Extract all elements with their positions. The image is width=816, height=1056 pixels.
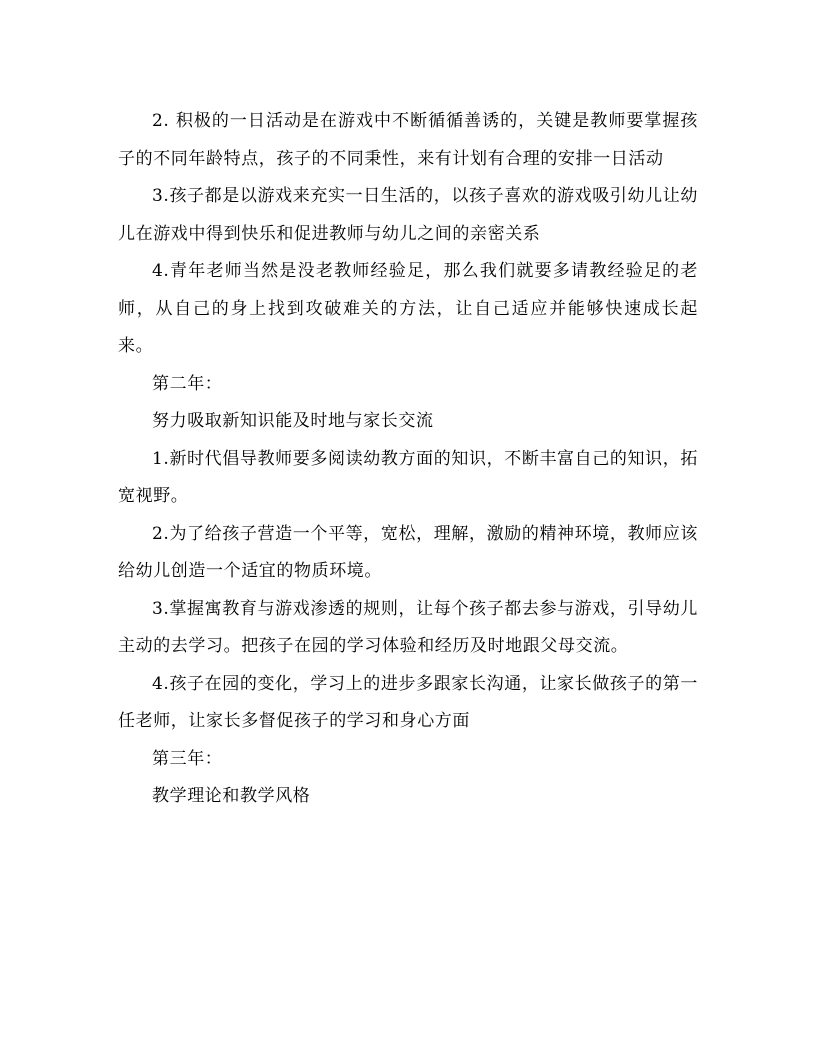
paragraph-young-teacher: 4.青年老师当然是没老教师经验足，那么我们就要多请教经验足的老师，从自己的身上找到攻破难关的方法，让自己适应并能够快速成长起来。 — [118, 261, 698, 356]
paragraph-game-rules: 3.掌握寓教育与游戏渗透的规则，让每个孩子都去参与游戏，引导幼儿主动的去学习。把孩子在园的学习体验和经历及时地跟父母交流。 — [118, 598, 698, 656]
paragraph-second-year-goal: 努力吸取新知识能及时地与家长交流 — [152, 411, 434, 431]
heading-second-year: 第二年： — [152, 373, 223, 394]
paragraph-reading-knowledge: 1.新时代倡导教师要多阅读幼教方面的知识，不断丰富自己的知识，拓宽视野。 — [118, 448, 698, 506]
heading-third-year: 第三年： — [152, 748, 223, 769]
paragraph-parent-communication: 4.孩子在园的变化，学习上的进步多跟家长沟通，让家长做孩子的第一任老师，让家长多督促孩子的学习和身心方面 — [118, 673, 698, 731]
document-body — [118, 103, 698, 816]
paragraph-activity-guidance: 2. 积极的一日活动是在游戏中不断循循善诱的，关键是教师要掌握孩子的不同年龄特点，孩子的不同秉性，来有计划有合理的安排一日活动 — [118, 111, 698, 169]
paragraph-environment: 2.为了给孩子营造一个平等，宽松，理解，激励的精神环境，教师应该给幼儿创造一个适宜的物质环境。 — [118, 523, 698, 581]
paragraph-third-year-goal: 教学理论和教学风格 — [152, 786, 311, 806]
paragraph-game-life: 3.孩子都是以游戏来充实一日生活的，以孩子喜欢的游戏吸引幼儿让幼儿在游戏中得到快乐和促进教师与幼儿之间的亲密关系 — [118, 186, 698, 244]
